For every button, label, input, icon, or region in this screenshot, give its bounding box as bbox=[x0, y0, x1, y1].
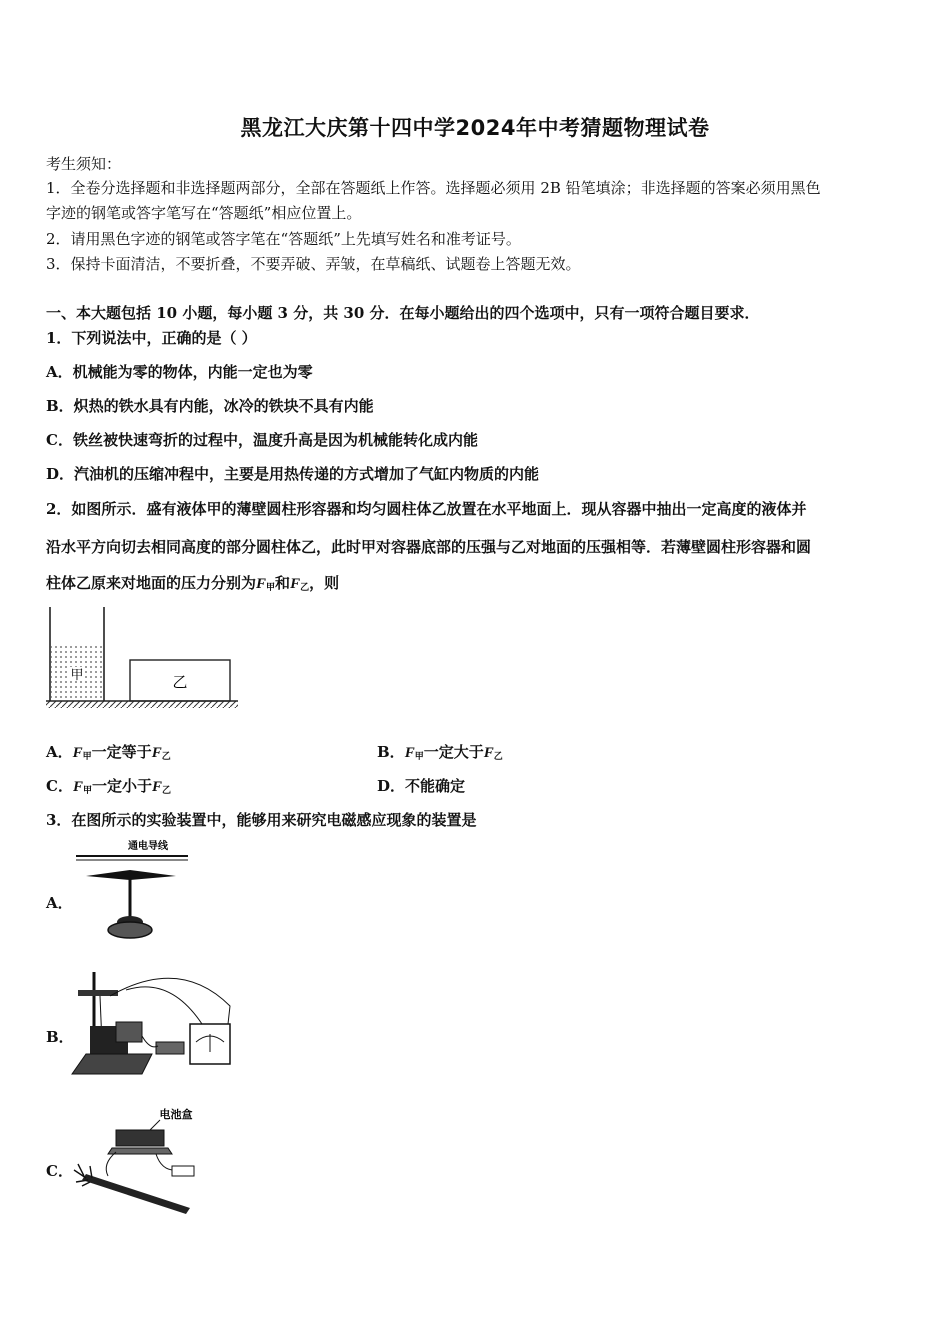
q2-option-d: D．不能确定 bbox=[377, 777, 466, 795]
notice-heading: 考生须知： bbox=[46, 155, 122, 173]
q1-stem: 1．下列说法中，正确的是（ ） bbox=[46, 329, 257, 347]
q3-figure-b-galvanometer bbox=[70, 966, 240, 1081]
switch bbox=[156, 1042, 184, 1054]
q2-option-a: A．$F_甲$一定等于$F_乙$ bbox=[46, 743, 171, 762]
jia-label: 甲 bbox=[70, 668, 84, 683]
battery-box bbox=[116, 1130, 164, 1146]
notice-item-1-line-2: 字迹的钢笔或答字笔写在“答题纸”相应位置上。 bbox=[46, 204, 362, 222]
q1-option-d: D．汽油机的压缩冲程中，主要是用热传递的方式增加了气缸内物质的内能 bbox=[46, 465, 540, 483]
q3-figure-c-solenoid bbox=[72, 1104, 202, 1222]
q2-stem-line-3: 柱体乙原来对地面的压力分别为$F_甲$和$F_乙$，则 bbox=[46, 574, 340, 593]
q2-stem-line-2: 沿水平方向切去相同高度的部分圆柱体乙，此时甲对容器底部的压强与乙对地面的压强相等．若薄壁圆柱形容器和圆 bbox=[46, 538, 812, 556]
q1-option-b: B．炽热的铁水具有内能，冰冷的铁块不具有内能 bbox=[46, 397, 374, 415]
q2-stem-line-1: 2．如图所示．盛有液体甲的薄壁圆柱形容器和均匀圆柱体乙放置在水平地面上．现从容器中抽出一定高度的液体并 bbox=[46, 500, 807, 518]
solenoid-rod bbox=[82, 1174, 190, 1214]
current-wire-caption: 通电导线 bbox=[128, 841, 168, 852]
q3-option-c-label: C． bbox=[46, 1162, 73, 1180]
stand-base bbox=[108, 922, 152, 938]
coil bbox=[116, 1022, 142, 1042]
q2-container-figure bbox=[44, 605, 240, 710]
caption-pointer bbox=[150, 1120, 160, 1130]
q1-option-c: C．铁丝被快速弯折的过程中，温度升高是因为机械能转化成内能 bbox=[46, 431, 478, 449]
q2-option-b: B．$F_甲$一定大于$F_乙$ bbox=[377, 743, 503, 762]
q3-figure-a-compass bbox=[72, 836, 192, 942]
wire-left bbox=[106, 1152, 116, 1176]
wire-loop-2 bbox=[126, 987, 202, 1024]
base-board bbox=[72, 1054, 152, 1074]
q3-option-a-label: A． bbox=[46, 894, 73, 912]
iron-filings bbox=[74, 1164, 92, 1186]
q1-option-a: A．机械能为零的物体，内能一定也为零 bbox=[46, 363, 313, 381]
battery-base bbox=[108, 1148, 172, 1154]
notice-item-3: 3．保持卡面清洁，不要折叠，不要弄破、弄皱，在草稿纸、试题卷上答题无效。 bbox=[46, 255, 581, 273]
wire-loop-1 bbox=[110, 978, 230, 1024]
page-title: 黑龙江大庆第十四中学2024年中考猜题物理试卷 bbox=[240, 116, 710, 140]
switch bbox=[172, 1166, 194, 1176]
notice-item-1-line-1: 1．全卷分选择题和非选择题两部分，全部在答题纸上作答。选择题必须用 2B 铅笔填涂；非选择题的答案必须用黑色 bbox=[46, 179, 821, 197]
notice-item-2: 2．请用黑色字迹的钢笔或答字笔在“答题纸”上先填写姓名和准考证号。 bbox=[46, 230, 521, 248]
q2-option-c: C．$F_甲$一定小于$F_乙$ bbox=[46, 777, 172, 796]
ground-hatch bbox=[46, 701, 238, 708]
q3-option-b-label: B． bbox=[46, 1028, 74, 1046]
battery-box-caption: 电池盒 bbox=[159, 1108, 193, 1121]
section-1-heading: 一、本大题包括 10 小题，每小题 3 分，共 30 分．在每小题给出的四个选项中，只有一项符合题目要求． bbox=[46, 304, 760, 322]
yi-label: 乙 bbox=[172, 673, 188, 691]
q3-stem: 3．在图所示的实验装置中，能够用来研究电磁感应现象的装置是 bbox=[46, 811, 477, 829]
